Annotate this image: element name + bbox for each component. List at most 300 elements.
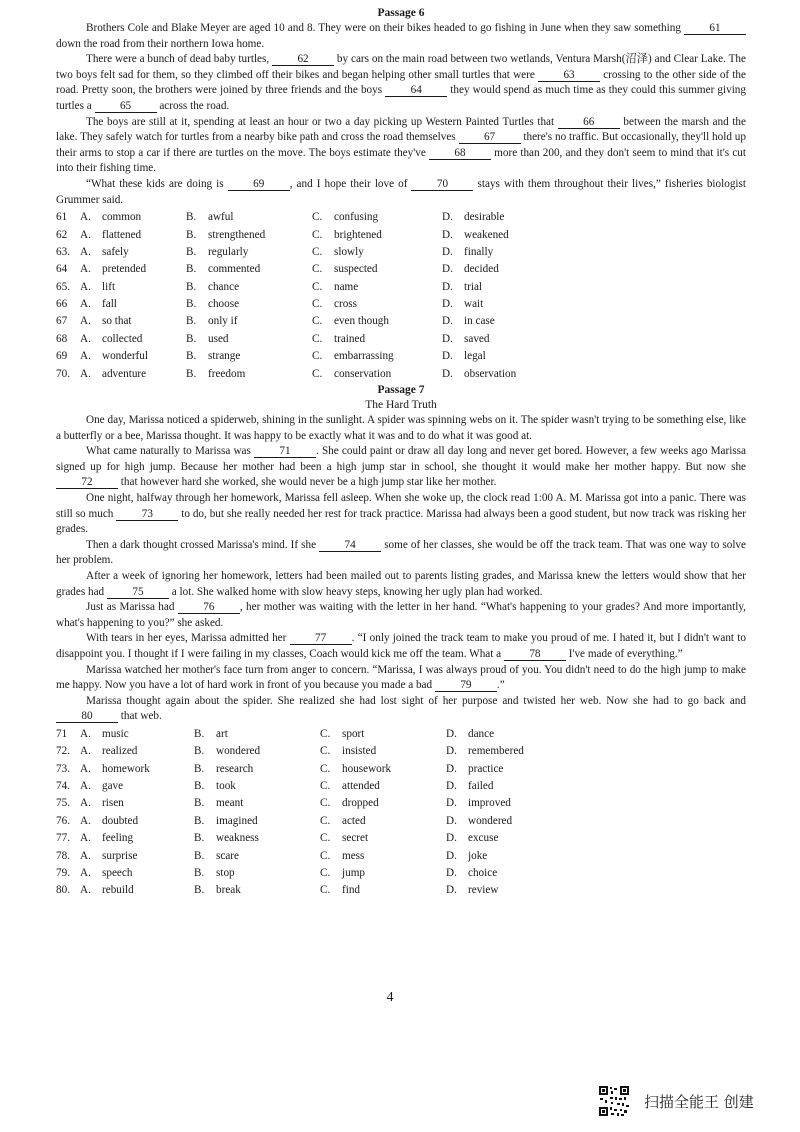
answer-blank[interactable]: 78 [504,648,566,661]
option-c[interactable] [320,761,446,778]
question-number: 71 [56,727,68,740]
answer-blank[interactable]: 70 [411,178,473,191]
answer-blank[interactable]: 72 [56,476,118,489]
option-letter: D. [446,867,457,880]
option-b[interactable] [186,279,312,296]
option-text: speech [102,867,133,880]
option-d[interactable] [446,795,511,812]
option-text: strengthened [208,228,266,241]
option-b[interactable] [186,296,312,313]
option-letter: D. [446,814,457,827]
option-a[interactable] [80,865,194,882]
paragraph [56,21,746,52]
option-letter: B. [194,762,205,775]
paragraph-text: Brothers Cole and Blake Meyer are aged 10 and 8. They were on their bikes headed to go fishing in June when they saw something [86,22,684,34]
option-letter: B. [186,263,197,276]
question-number: 79. [56,867,70,880]
option-row [56,296,746,313]
paragraph-text: crossing to the other side of the road. Pretty soon, the brothers were joined by three friends and the boys [56,68,746,97]
option-row [56,778,746,795]
paragraph-text: With tears in her eyes, Marissa admitted her [86,632,290,645]
option-b[interactable] [194,795,320,812]
option-b[interactable] [194,778,320,795]
option-letter: A. [80,727,91,740]
option-a[interactable] [80,296,186,313]
option-text: decided [464,263,499,276]
passage-6-body [56,21,746,208]
option-d[interactable] [442,348,486,365]
option-letter: A. [80,280,91,293]
paragraph [56,52,746,114]
answer-blank[interactable]: 64 [385,84,447,97]
option-a[interactable] [80,848,194,865]
option-d[interactable] [446,813,512,830]
watermark-text: 扫描全能王 创建 [644,1092,754,1111]
option-text: rebuild [102,884,134,897]
option-c[interactable] [320,726,446,743]
option-text: joke [468,849,488,862]
option-b[interactable] [194,743,320,760]
passage-6-title: Passage 6 [377,7,425,19]
option-letter: D. [446,745,457,758]
paragraph-text: There were a bunch of dead baby turtles, [86,53,273,66]
option-letter: C. [312,350,323,363]
option-c[interactable] [320,778,446,795]
option-c[interactable] [312,296,442,313]
option-letter: D. [446,884,457,897]
option-letter: B. [186,367,197,380]
option-letter: C. [320,849,331,862]
option-a[interactable] [80,743,194,760]
paragraph-text: Marissa watched her mother's face turn from anger to concern. “Marissa, I was always proud of you. You didn't need to do the high jump to make me happy. Now you have a lot of hard work in front of you because you made a bad [56,663,746,692]
option-letter: D. [446,762,457,775]
option-d[interactable] [446,848,487,865]
question-number: 64 [56,263,68,276]
option-d[interactable] [446,830,498,847]
option-a[interactable] [80,882,194,899]
option-letter: C. [320,780,331,793]
answer-blank[interactable]: 67 [459,131,521,144]
option-letter: A. [80,745,91,758]
option-row [56,830,746,847]
paragraph-text: . “I only joined the track team to make you proud of me. I hated it, but I didn't want to disappoint you. I thought if I were failing in my classes, Coach would kick me off the team. What a [56,632,746,660]
option-letter: B. [186,332,197,345]
option-b[interactable] [194,882,320,899]
qr-code-icon [598,1085,630,1117]
paragraph [56,413,746,444]
option-a[interactable] [80,331,186,348]
option-text: weakness [216,832,259,845]
option-text: name [334,280,359,293]
option-c[interactable] [320,830,446,847]
option-letter: A. [80,350,91,363]
option-c[interactable] [320,813,446,830]
paragraph [56,569,746,600]
option-row [56,348,746,365]
option-letter: B. [194,797,205,810]
passage-6-options [56,209,746,383]
option-a[interactable] [80,348,186,365]
option-row [56,331,746,348]
passage-7-subtitle: The Hard Truth [365,399,437,412]
option-letter: D. [442,211,453,224]
option-text: find [342,884,361,897]
answer-blank[interactable]: 71 [254,445,316,458]
option-text: slowly [334,245,364,258]
option-b[interactable] [194,848,320,865]
option-text: strange [208,350,241,363]
paragraph-text: What came naturally to Marissa was [86,445,255,458]
option-b[interactable] [186,348,312,365]
option-a[interactable] [80,227,186,244]
option-text: doubted [102,814,139,827]
option-letter: C. [312,298,323,311]
option-letter: D. [446,849,457,862]
option-letter: C. [312,315,323,328]
option-c[interactable] [320,795,446,812]
paragraph [56,444,746,491]
option-letter: C. [312,245,323,258]
paragraph-text: , and I hope their love of [289,177,412,190]
paragraph-text: by cars on the main road between two wetlands, Ventura Marsh(沼泽) and Clear Lake. The two boys felt sad for them, so they climbed off their bikes and began helping other small turtles that were [56,53,746,81]
option-text: adventure [102,367,147,380]
option-a[interactable] [80,261,186,278]
paragraph [56,663,746,694]
question-number: 73. [56,762,70,775]
option-letter: A. [80,298,91,311]
option-c[interactable] [312,279,442,296]
option-d[interactable] [446,726,494,743]
option-text: realized [102,745,138,758]
paragraph-text: more than 200, and they don't seem to mind that it's cut into their fishing time. [56,146,746,175]
paragraph-text: Just as Marissa had [86,601,178,614]
answer-blank[interactable]: 66 [558,116,620,129]
option-letter: B. [186,298,197,311]
option-c[interactable] [312,348,442,365]
option-letter: C. [320,797,331,810]
option-b[interactable] [186,244,312,261]
answer-blank[interactable]: 63 [538,69,600,82]
option-c[interactable] [320,848,446,865]
option-d[interactable] [442,244,493,261]
option-b[interactable] [186,331,312,348]
paragraph-text: I've made of everything.” [565,647,683,660]
option-c[interactable] [320,865,446,882]
option-b[interactable] [186,366,312,383]
answer-blank[interactable]: 76 [178,601,240,614]
question-number: 69 [56,350,68,363]
option-c[interactable] [312,227,442,244]
option-text: jump [342,867,365,880]
option-text: wondered [216,745,261,758]
option-text: music [102,727,129,740]
option-letter: A. [80,762,91,775]
answer-blank[interactable]: 62 [272,53,334,66]
option-letter: D. [442,280,453,293]
option-a[interactable] [80,726,194,743]
option-c[interactable] [312,261,442,278]
answer-blank[interactable]: 80 [56,710,118,723]
option-letter: B. [194,867,205,880]
option-text: observation [464,367,517,380]
answer-blank[interactable]: 65 [95,100,157,113]
option-d[interactable] [442,331,489,348]
option-letter: A. [80,367,91,380]
option-text: dropped [342,797,379,810]
answer-blank[interactable]: 79 [435,679,497,692]
option-letter: A. [80,332,91,345]
paragraph [56,177,746,208]
paragraph-text: After a week of ignoring her homework, letters had been mailed out to parents listing grades, and Marissa knew the letters would show that her grades had [56,569,746,598]
option-c[interactable] [320,882,446,899]
option-text: even though [334,315,389,328]
option-d[interactable] [442,366,516,383]
option-letter: A. [80,814,91,827]
option-letter: D. [442,228,453,241]
option-text: break [216,884,241,897]
answer-blank[interactable]: 75 [107,586,169,599]
question-number: 76. [56,814,70,827]
option-b[interactable] [186,313,312,330]
option-text: research [216,762,254,775]
question-number: 80. [56,884,70,897]
option-text: attended [342,780,380,793]
option-text: practice [468,762,504,775]
question-number: 65. [56,280,70,293]
paragraph-text: there's no traffic. But occasionally, they'll hold up their arms to stop a car if there are turtles on the move. The boys estimate they've [56,131,746,159]
option-b[interactable] [194,726,320,743]
option-row [56,313,746,330]
option-text: safely [102,245,129,258]
option-letter: D. [442,350,453,363]
paragraph-text: to do, but she really needed her rest for track practice. Marissa had always been a good student, but now track was risking her grades. [56,507,746,536]
option-text: imagined [216,814,258,827]
option-d[interactable] [442,279,482,296]
option-text: trial [464,280,483,293]
option-a[interactable] [80,795,194,812]
answer-blank[interactable]: 77 [290,632,352,645]
paragraph [56,694,746,725]
paragraph-text: “What these kids are doing is [86,177,228,190]
option-text: weakened [464,228,509,241]
paragraph-text: across the road. [156,99,230,112]
option-letter: D. [446,780,457,793]
option-text: desirable [464,211,505,224]
option-letter: D. [442,367,453,380]
passage-7-options [56,726,746,900]
option-text: wondered [468,814,513,827]
option-row [56,795,746,812]
option-b[interactable] [194,813,320,830]
option-letter: B. [194,745,205,758]
option-letter: B. [194,814,205,827]
option-row [56,882,746,899]
option-c[interactable] [320,743,446,760]
option-b[interactable] [194,761,320,778]
question-number: 74. [56,780,70,793]
option-letter: A. [80,867,91,880]
question-number: 75. [56,797,70,810]
paragraph [56,600,746,631]
option-d[interactable] [442,313,495,330]
option-letter: C. [312,228,323,241]
option-letter: B. [194,884,205,897]
option-letter: C. [320,745,331,758]
option-text: so that [102,315,132,328]
option-text: awful [208,211,234,224]
option-c[interactable] [312,313,442,330]
option-letter: B. [186,280,197,293]
paragraph [56,491,746,538]
option-d[interactable] [442,209,504,226]
option-text: insisted [342,745,377,758]
option-row [56,726,746,743]
option-text: trained [334,332,366,345]
option-a[interactable] [80,778,194,795]
option-text: saved [464,332,490,345]
option-b[interactable] [186,261,312,278]
option-letter: A. [80,884,91,897]
option-text: brightened [334,228,382,241]
option-letter: B. [186,211,197,224]
option-text: finally [464,245,494,258]
option-d[interactable] [446,743,524,760]
option-d[interactable] [446,761,503,778]
option-letter: B. [186,315,197,328]
option-text: regularly [208,245,249,258]
option-text: housework [342,762,392,775]
option-text: commented [208,263,261,276]
option-b[interactable] [194,830,320,847]
option-text: homework [102,762,150,775]
exam-page [56,6,746,900]
option-letter: A. [80,228,91,241]
answer-blank[interactable]: 73 [116,508,178,521]
paragraph-text: they would spend as much time as they could this summer giving turtles a [56,84,746,112]
option-text: used [208,332,229,345]
option-row [56,848,746,865]
option-letter: A. [80,780,91,793]
option-text: lift [102,280,116,293]
option-letter: A. [80,797,91,810]
option-c[interactable] [312,331,442,348]
option-letter: B. [194,849,205,862]
option-text: collected [102,332,143,345]
option-text: pretended [102,263,147,276]
option-a[interactable] [80,209,186,226]
option-letter: C. [320,727,331,740]
option-c[interactable] [312,209,442,226]
option-a[interactable] [80,813,194,830]
option-a[interactable] [80,279,186,296]
option-letter: B. [186,350,197,363]
option-letter: C. [320,762,331,775]
option-text: sport [342,727,365,740]
option-row [56,279,746,296]
question-number: 78. [56,849,70,862]
answer-blank[interactable]: 61 [684,22,746,35]
option-letter: B. [194,727,205,740]
option-b[interactable] [186,209,312,226]
option-row [56,227,746,244]
option-text: dance [468,727,495,740]
option-d[interactable] [446,865,497,882]
option-letter: A. [80,245,91,258]
option-c[interactable] [312,366,442,383]
option-letter: D. [446,727,457,740]
option-text: improved [468,797,511,810]
option-a[interactable] [80,761,194,778]
paragraph-text: stays with them throughout their lives,” fisheries biologist Grummer said. [56,177,746,206]
paragraph-text: One day, Marissa noticed a spiderweb, shining in the sunlight. A spider was spinning webs on it. The spider wasn't trying to be something else, like a butterfly or a bee, Marissa thought. It was happy to be exactly what it was and to do what it was good at. [56,414,746,442]
option-d[interactable] [446,882,498,899]
paragraph-text: that however hard she worked, she would never be a high jump star like her mother. [118,476,497,489]
option-letter: B. [194,780,205,793]
option-b[interactable] [194,865,320,882]
option-text: mess [342,849,365,862]
option-letter: D. [442,298,453,311]
option-row [56,209,746,226]
paragraph-text: Then a dark thought crossed Marissa's mind. If she [86,538,320,551]
option-a[interactable] [80,244,186,261]
option-a[interactable] [80,313,186,330]
option-text: risen [102,797,124,810]
option-text: flattened [102,228,142,241]
option-b[interactable] [186,227,312,244]
question-number: 72. [56,745,70,758]
option-text: chance [208,280,240,293]
option-letter: D. [442,263,453,276]
option-text: fall [102,298,117,311]
option-letter: A. [80,315,91,328]
option-text: freedom [208,367,246,380]
option-text: remembered [468,745,524,758]
passage-7-title: Passage 7 [377,384,425,397]
option-d[interactable] [446,778,493,795]
option-a[interactable] [80,830,194,847]
option-text: conservation [334,367,392,380]
option-d[interactable] [442,227,509,244]
paragraph-text: Marissa thought again about the spider. She realized she had lost sight of her purpose and twisted her web. Now she had to go back and [86,694,746,707]
answer-blank[interactable]: 68 [429,147,491,160]
option-text: surprise [102,849,138,862]
option-letter: D. [442,332,453,345]
option-row [56,813,746,830]
question-number: 77. [56,832,70,845]
option-letter: C. [312,211,323,224]
option-letter: D. [446,797,457,810]
option-d[interactable] [442,261,499,278]
option-text: in case [464,315,495,328]
option-text: art [216,727,228,740]
option-text: feeling [102,832,134,845]
option-text: meant [216,797,244,810]
option-d[interactable] [442,296,483,313]
answer-blank[interactable]: 69 [228,178,290,191]
option-text: confusing [334,211,379,224]
option-c[interactable] [312,244,442,261]
scanner-watermark [598,1084,754,1118]
question-number: 61 [56,211,68,224]
option-letter: C. [312,332,323,345]
paragraph-text: between the marsh and the lake. They safely watch for turtles from a nearby bike path and cross the road themselves [56,115,746,144]
option-text: legal [464,350,486,363]
paragraph-text: The boys are still at it, spending at least an hour or two a day picking up Western Painted Turtles that [86,115,558,128]
option-row [56,244,746,261]
answer-blank[interactable]: 74 [319,539,381,552]
option-a[interactable] [80,366,186,383]
option-text: cross [334,298,357,311]
